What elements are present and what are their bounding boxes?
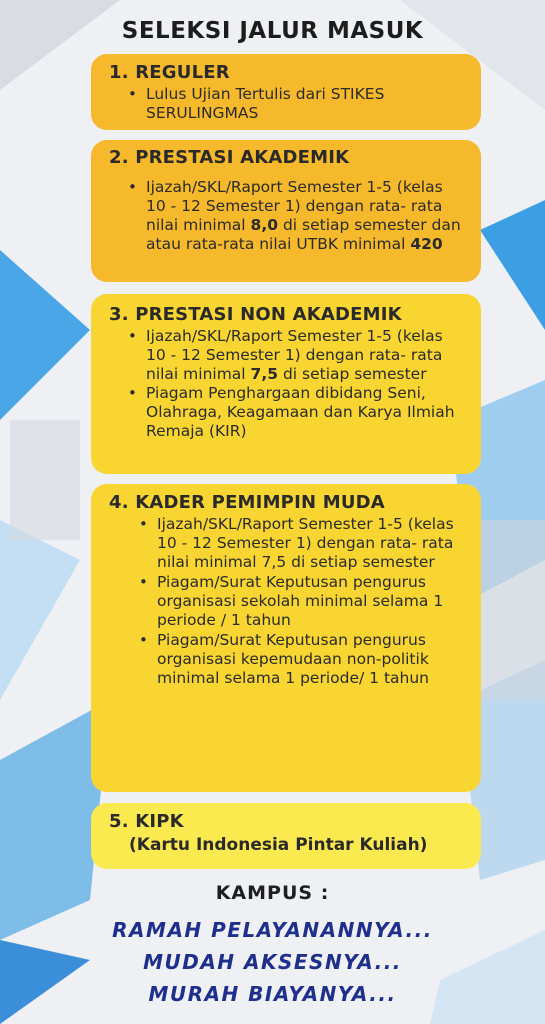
slogan-line: MUDAH AKSESNYA... xyxy=(143,950,402,974)
list-item: • Ijazah/SKL/Raport Semester 1-5 (kelas 10 - 12 Semester 1) dengan rata- rata nilai minimal 7,5 di setiap semester xyxy=(157,515,467,572)
section-subheading: (Kartu Indonesia Pintar Kuliah) xyxy=(129,835,428,855)
slogan-line: RAMAH PELAYANANNYA... xyxy=(112,918,433,942)
section-heading: 3. PRESTASI NON AKADEMIK xyxy=(109,304,402,325)
list-item: • Piagam Penghargaan dibidang Seni, Olahraga, Keagamaan dan Karya Ilmiah Remaja (KIR) xyxy=(146,384,467,441)
section-card-kipk xyxy=(91,803,481,869)
page-title: SELEKSI JALUR MASUK xyxy=(121,18,424,44)
section-card-prestasi-akademik xyxy=(91,140,481,282)
list-item: • Ijazah/SKL/Raport Semester 1-5 (kelas 10 - 12 Semester 1) dengan rata- rata nilai minimal 7,5 di setiap semester xyxy=(146,327,467,384)
section-heading: 4. KADER PEMIMPIN MUDA xyxy=(109,492,385,513)
kampus-label: KAMPUS : xyxy=(215,882,330,904)
section-card-reguler xyxy=(91,54,481,130)
section-heading: 1. REGULER xyxy=(109,62,230,83)
slogan-line: MURAH BIAYANYA... xyxy=(148,982,397,1006)
section-heading: 5. KIPK xyxy=(109,811,184,832)
list-item: • Lulus Ujian Tertulis dari STIKES SERULINGMAS xyxy=(146,85,467,123)
section-card-prestasi-non-akademik xyxy=(91,294,481,474)
section-heading: 2. PRESTASI AKADEMIK xyxy=(109,147,350,168)
list-item: • Piagam/Surat Keputusan pengurus organisasi sekolah minimal selama 1 periode / 1 tahun xyxy=(157,573,467,630)
section-card-kader-pemimpin-muda xyxy=(91,484,481,792)
list-item: • Ijazah/SKL/Raport Semester 1-5 (kelas 10 - 12 Semester 1) dengan rata- rata nilai minimal 8,0 di setiap semester dan atau rata-rata nilai UTBK minimal 420 xyxy=(146,178,467,254)
list-item: • Piagam/Surat Keputusan pengurus organisasi kepemudaan non-politik minimal selama 1 periode/ 1 tahun xyxy=(157,631,467,688)
